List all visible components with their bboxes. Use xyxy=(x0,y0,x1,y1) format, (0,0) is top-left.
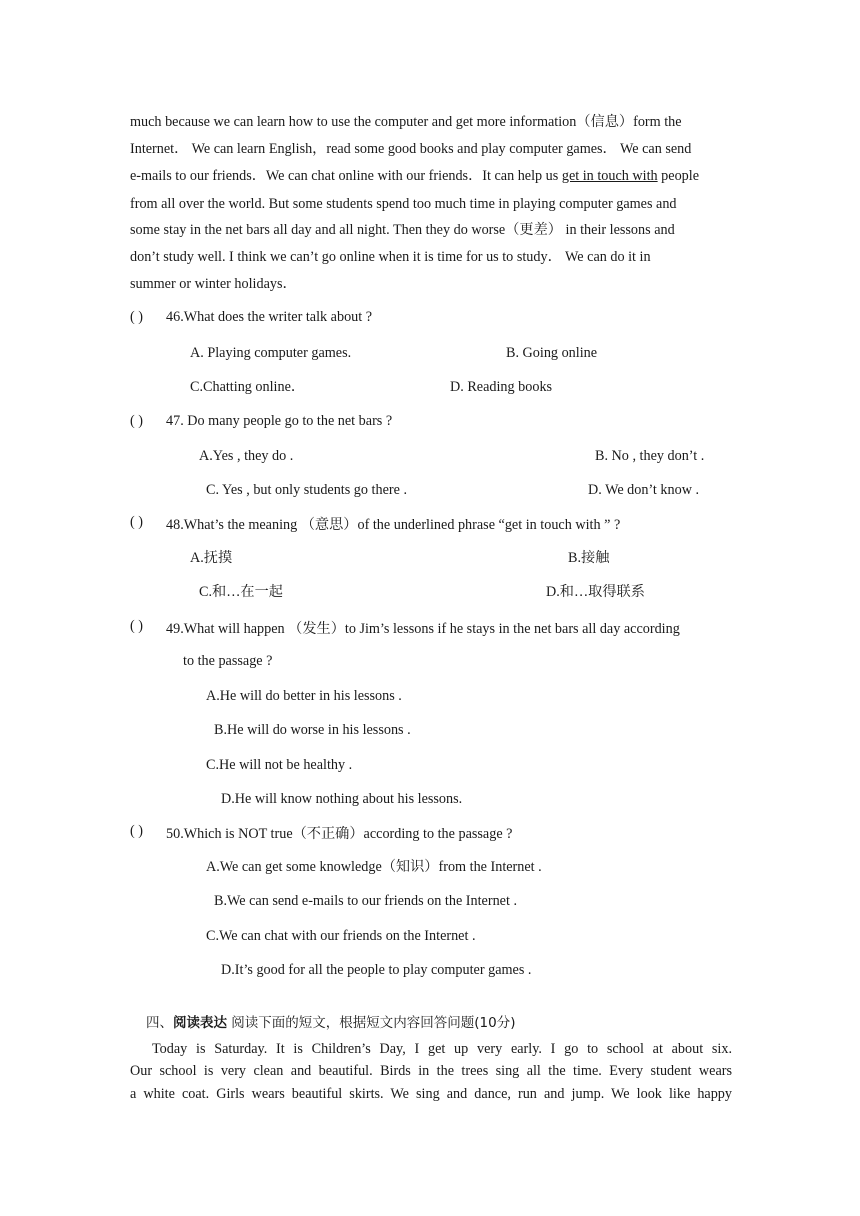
question-text: 46.What does the writer talk about ? xyxy=(166,309,373,325)
option-d: D.和…取得联系 xyxy=(546,584,645,600)
option-d: D. Reading books xyxy=(450,379,553,395)
answer-bracket[interactable]: ( ) xyxy=(130,309,143,325)
answer-bracket[interactable]: ( ) xyxy=(130,823,143,839)
answer-bracket[interactable]: ( ) xyxy=(130,413,143,429)
option-b: B. Going online xyxy=(506,345,598,361)
option-b: B.He will do worse in his lessons . xyxy=(214,722,411,738)
answer-bracket[interactable]: ( ) xyxy=(130,618,143,634)
reading-line-2: Our school is very clean and beautiful. Birds in the trees sing all the time. Every student wears xyxy=(130,1063,732,1079)
option-d: D. We don’t know . xyxy=(588,482,700,498)
section-number: 四、 xyxy=(146,1015,173,1031)
passage-line-1: much because we can learn how to use the computer and get more information（信息）form the xyxy=(130,114,682,130)
passage-line-7: summer or winter holidays． xyxy=(130,276,297,292)
option-c: C.和…在一起 xyxy=(199,584,283,600)
option-d: D.It’s good for all the people to play computer games . xyxy=(221,962,532,978)
section-instruction: 阅读下面的短文，根据短文内容回答问题(10分) xyxy=(227,1015,516,1031)
question-text: 50.Which is NOT true（不正确）according to the passage ? xyxy=(166,826,513,842)
question-text-continued: to the passage ? xyxy=(183,653,273,669)
option-a: A.We can get some knowledge（知识）from the Internet . xyxy=(206,859,542,875)
passage-line-5: some stay in the net bars all day and all night. Then they do worse（更差） in their lessons and xyxy=(130,222,675,238)
passage-line-3-end: people xyxy=(657,168,699,184)
underlined-phrase: get in touch with xyxy=(561,168,658,184)
passage-line-2: Internet． We can learn English，read some good books and play computer games． We can send xyxy=(130,141,692,157)
passage-line-4: from all over the world. But some students spend too much time in playing computer games and xyxy=(130,196,677,212)
option-c: C.We can chat with our friends on the Internet . xyxy=(206,928,476,944)
section-heading xyxy=(146,1013,516,1033)
passage-line-3-start: e-mails to our friends．We can chat online with our friends．It can help us xyxy=(130,168,562,184)
question-text: 47. Do many people go to the net bars ? xyxy=(166,413,393,429)
passage-line-3 xyxy=(130,166,699,186)
reading-line-3: a white coat. Girls wears beautiful skirts. We sing and dance, run and jump. We look like happy xyxy=(130,1086,732,1102)
option-c: C.He will not be healthy . xyxy=(206,757,353,773)
option-b: B.接触 xyxy=(568,550,610,566)
reading-line-1: Today is Saturday. It is Children’s Day, I get up very early. I go to school at about six. xyxy=(152,1041,732,1057)
option-d: D.He will know nothing about his lessons. xyxy=(221,791,463,807)
option-b: B.We can send e-mails to our friends on the Internet . xyxy=(214,893,518,909)
option-a: A.He will do better in his lessons . xyxy=(206,688,402,704)
option-c: C. Yes , but only students go there . xyxy=(206,482,407,498)
section-title: 阅读表达 xyxy=(173,1015,227,1031)
option-a: A.抚摸 xyxy=(190,550,233,566)
option-a: A.Yes , they do . xyxy=(199,448,294,464)
passage-line-6: don’t study well. I think we can’t go online when it is time for us to study． We can do it in xyxy=(130,249,651,265)
question-text: 49.What will happen （发生）to Jim’s lessons if he stays in the net bars all day according xyxy=(166,621,680,637)
option-a: A. Playing computer games. xyxy=(190,345,352,361)
option-b: B. No , they don’t . xyxy=(595,448,705,464)
option-c: C.Chatting online． xyxy=(190,379,306,395)
answer-bracket[interactable]: ( ) xyxy=(130,514,143,530)
question-text: 48.What’s the meaning （意思）of the underlined phrase “get in touch with ” ? xyxy=(166,517,621,533)
